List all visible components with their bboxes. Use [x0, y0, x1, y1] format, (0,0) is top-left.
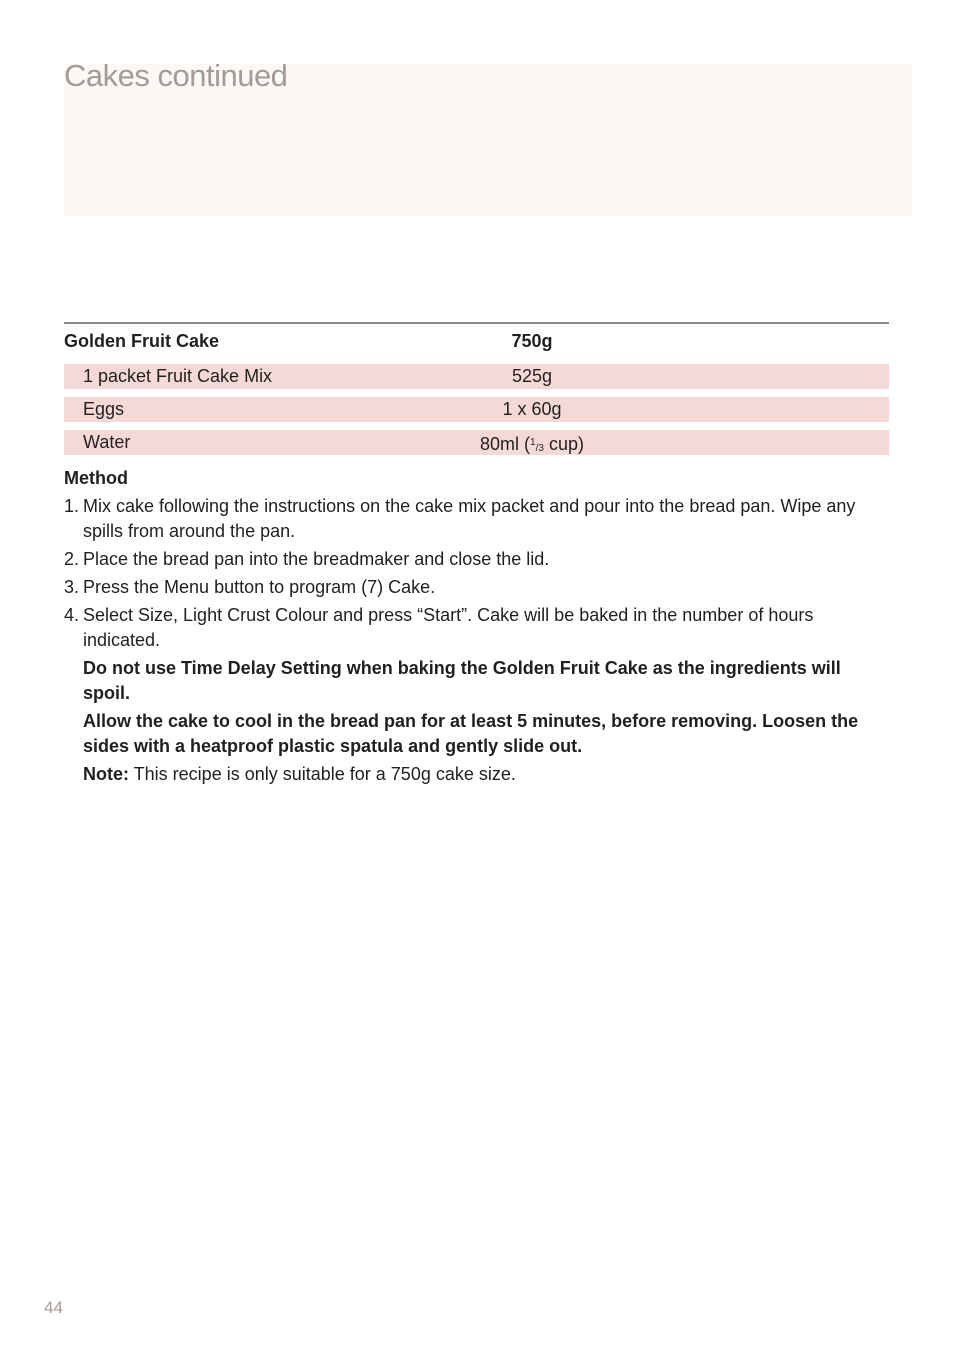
ingredient-name: Water [83, 432, 131, 452]
warning-cooling: Allow the cake to cool in the bread pan for at least 5 minutes, before removing. Loosen the sides with a heatproof plastic spatula and gently slide out. [83, 711, 859, 756]
fraction-separator: / [535, 443, 539, 454]
method-step [64, 494, 889, 544]
recipe-size: 750g [511, 331, 553, 351]
ingredient-name: Eggs [83, 399, 125, 419]
fraction-numerator: 1 [530, 437, 536, 448]
step-text: Place the bread pan into the breadmaker and close the lid. [83, 549, 550, 569]
method-step [64, 603, 889, 653]
step-number: 1. [64, 496, 80, 516]
note-label: Note: [83, 764, 129, 784]
page-number: 44 [44, 1298, 63, 1317]
note [64, 762, 889, 787]
ingredient-name: 1 packet Fruit Cake Mix [83, 366, 273, 386]
step-text: Mix cake following the instructions on the cake mix packet and pour into the bread pan. Wipe any spills from around the pan. [83, 496, 856, 541]
note-text: This recipe is only suitable for a 750g cake size. [129, 764, 516, 784]
step-text: Select Size, Light Crust Colour and press “Start”. Cake will be baked in the number of hours indicated. [83, 605, 814, 650]
ingredient-row [64, 430, 889, 455]
method-section [64, 466, 889, 790]
ingredient-qty: 525g [511, 366, 553, 386]
step-number: 3. [64, 577, 80, 597]
qty-suffix: cup) [543, 434, 584, 454]
ingredient-qty: 1 x 60g [502, 399, 562, 419]
method-step [64, 547, 889, 572]
recipe-header-row [64, 326, 889, 356]
recipe-table [64, 322, 889, 455]
qty-prefix: 80ml ( [480, 434, 531, 454]
ingredient-qty [432, 430, 632, 461]
warning-time-delay: Do not use Time Delay Setting when baking the Golden Fruit Cake as the ingredients will spoil. [83, 658, 841, 703]
fraction-denominator: 3 [538, 443, 544, 454]
step-text: Press the Menu button to program (7) Cake. [83, 577, 436, 597]
step-number: 2. [64, 549, 80, 569]
step-number: 4. [64, 605, 80, 625]
recipe-name: Golden Fruit Cake [64, 331, 220, 351]
method-heading: Method [64, 468, 128, 488]
page-title: Cakes continued [64, 58, 288, 93]
ingredient-row [64, 397, 889, 422]
method-step [64, 575, 889, 600]
ingredient-row [64, 364, 889, 389]
